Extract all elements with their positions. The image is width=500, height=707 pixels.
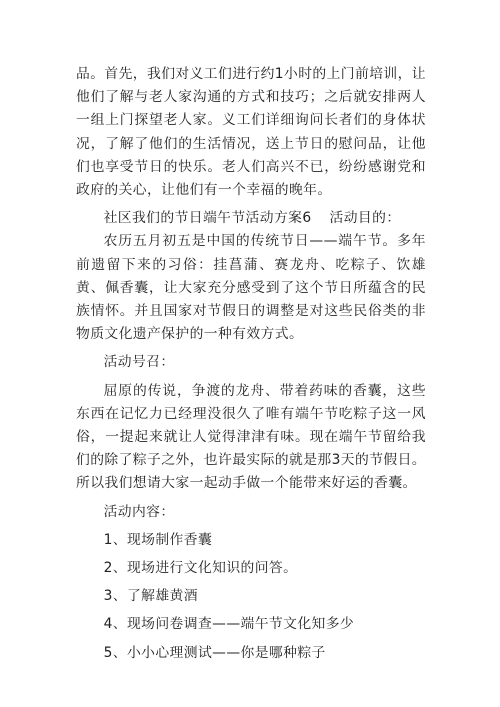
slogan-label: 活动号召： [103, 354, 175, 371]
plan-title: 社区我们的节日端午节活动方案6 [103, 210, 312, 227]
document-body [76, 63, 426, 665]
list-item: 4、现场问卷调查——端午节文化知多少 [103, 616, 355, 633]
paragraph-volunteer-visit: 品。首先，我们对义工们进行约1小时的上门前培训，让他们了解与老人家沟通的方式和技巧；之后就安排两人一组上门探望老人家。义工们详细询问长者们的身体状况，了解了他们的生活情况，送上节日的慰问品，让他们也享受节日的快乐。老人们高兴不已，纷纷感谢党和政府的关心，让他们有一个幸福的晚年。 [76, 66, 426, 199]
paragraph-slogan: 屈原的传说，争渡的龙舟、带着药味的香囊，这些东西在记忆力已经理没很久了唯有端午节吃粽子这一风俗，一提起来就让人觉得津津有味。现在端午节留给我们的除了粽子之外，也许最实际的就是那3天的节假日。所以我们想请大家一起动手做一个能带来好运的香囊。 [76, 382, 426, 492]
list-item: 3、了解雄黄酒 [103, 588, 198, 605]
list-item: 5、小小心理测试——你是哪种粽子 [103, 644, 326, 661]
section-heading [76, 207, 426, 230]
purpose-label: 活动目的： [329, 210, 401, 227]
list-item: 2、现场进行文化知识的问答。 [103, 560, 298, 577]
list-item: 1、现场制作香囊 [103, 531, 213, 548]
content-label: 活动内容： [103, 503, 175, 520]
paragraph-purpose: 农历五月初五是中国的传统节日——端午节。多年前遗留下来的习俗：挂菖蒲、赛龙舟、吃粽子、饮雄黄、佩香囊，让大家充分感受到了这个节日所蕴含的民族情怀。并且国家对节假日的调整是对这些民俗类的非物质文化遗产保护的一种有效方式。 [76, 233, 426, 343]
